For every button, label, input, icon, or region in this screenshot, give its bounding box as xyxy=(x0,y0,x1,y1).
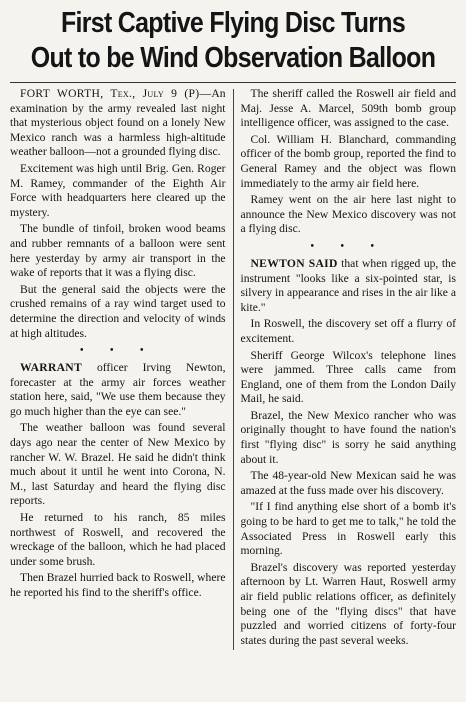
article-body xyxy=(10,87,456,650)
paragraph: In Roswell, the discovery set off a flurry of excitement. xyxy=(240,317,457,345)
left-column xyxy=(10,87,233,650)
paragraph: But the general said the objects were the crushed remains of a ray wind target used to determine the direction and velocity of winds at high altitudes. xyxy=(10,282,226,340)
paragraph-text: officer Irving Newton, forecaster at the army air forces weather station here, said, "We use them because they go much higher than the eye can see." xyxy=(10,361,226,418)
paragraph: The bundle of tinfoil, broken wood beams and rubber remnants of a balloon were sent here yesterday by army air transport in the wake of reports that it was a flying disc. xyxy=(10,222,226,280)
section-separator: • • • xyxy=(80,345,156,357)
paragraph: Sheriff George Wilcox's telephone lines were jammed. Three calls came from England, one of them from the London Daily Mail, he said. xyxy=(240,348,457,406)
headline-rule xyxy=(10,82,456,83)
headline-line-2: Out to be Wind Observation Balloon xyxy=(30,42,436,74)
paragraph: Col. William H. Blanchard, commanding officer of the bomb group, reported the find to General Ramey and the object was flown immediately to the army air field here. xyxy=(240,132,457,190)
paragraph: He returned to his ranch, 85 miles northwest of Roswell, and recovered the wreckage of the balloon, which he had placed under some brush. xyxy=(10,511,226,568)
paragraph: Brazel, the New Mexico rancher who was originally thought to have found the nation's first "flying disc" is sorry he said anything about it. xyxy=(240,408,457,466)
paragraph-text: that when rigged up, the instrument "looks like a six-pointed star, is silvery in appearance and rises in the air like a kite." xyxy=(240,256,457,314)
paragraph: Ramey went on the air here last night to announce the New Mexico discovery was not a flying disc. xyxy=(240,193,457,236)
section-separator: • • • xyxy=(310,240,387,252)
paragraph: Then Brazel hurried back to Roswell, where he reported his find to the sheriff's office. xyxy=(10,571,226,599)
paragraph: The sheriff called the Roswell air field and Maj. Jesse A. Marcel, 509th bomb group intelligence officer, was assigned to the case. xyxy=(240,87,457,130)
paragraph xyxy=(10,87,226,160)
paragraph xyxy=(241,257,457,315)
paragraph-text: An examination by the army revealed last night that mysterious object found on a lonely New Mexico ranch was a harmless high-altitude weather balloon—not a grounded flying disc. xyxy=(10,87,226,159)
paragraph: "If I find anything else short of a bomb it's going to be hard to get me to talk," he told the Associated Press in Roswell early this morning. xyxy=(240,500,457,558)
paragraph: The weather balloon was found several days ago near the center of New Mexico by rancher W. W. Brazel. He said he didn't think much about it until he went into Corona, N. M., last Saturday and heard the flying disc reports. xyxy=(10,421,226,508)
headline-line-1: First Captive Flying Disc Turns xyxy=(60,7,406,39)
paragraph: Brazel's discovery was reported yesterday afternoon by Lt. Warren Haut, Roswell army air field public relations officer, as definitely being one of the "flying discs" that have puzzled and worried citizens of forty-four states during the past several weeks. xyxy=(240,560,457,647)
paragraph-lead-in: NEWTON SAID xyxy=(250,256,338,270)
right-column xyxy=(234,87,457,650)
headline xyxy=(15,6,450,76)
paragraph-lead-in: WARRANT xyxy=(20,361,83,375)
paragraph xyxy=(10,361,226,419)
paragraph: The 48-year-old New Mexican said he was amazed at the fuss made over his discovery. xyxy=(240,469,457,497)
dateline: FORT WORTH, Tex., July 9 (P)— xyxy=(20,87,212,100)
paragraph: Excitement was high until Brig. Gen. Roger M. Ramey, commander of the Eighth Air Force with headquarters here cleared up the mystery. xyxy=(10,161,226,219)
